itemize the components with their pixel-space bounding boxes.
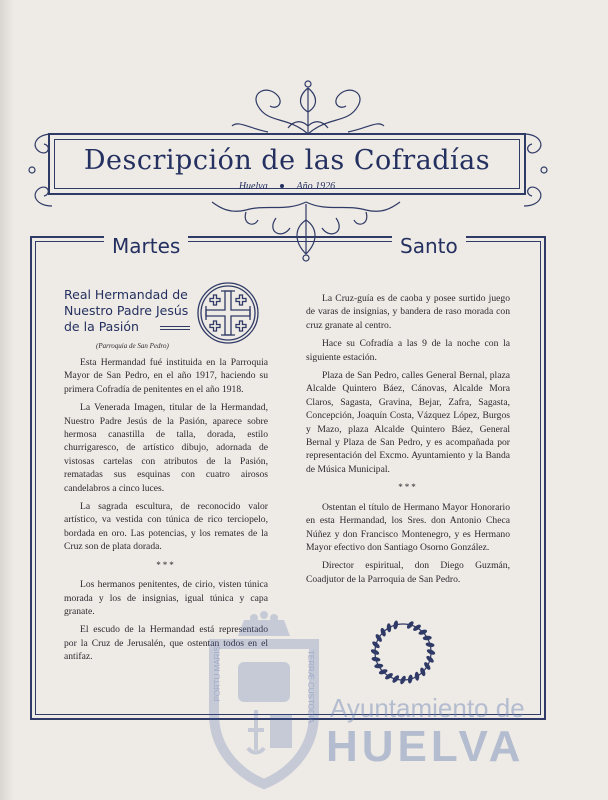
paragraph: Esta Hermandad fué instituida en la Parroquia Mayor de San Pedro, en el año 1917, haciendo su primera Cofradía de penitentes en el año 1918. (64, 357, 268, 395)
paragraph: La Cruz-guía es de caoba y posee surtido juego de varas de insignias, y bandera de raso morada con cruz granate al centro. (306, 293, 510, 331)
watermark-line-1: Ayuntamiento de (330, 693, 525, 723)
paragraph: La Venerada Imagen, titular de la Hermandad, Nuestro Padre Jesús de la Pasión, aparece sobre hermosa canastilla de talla, dorada, estilo churrigaresco, de artístico dibujo, adornada de vistosas cartelas con atributos de la Pasión, rematadas sus esquinas con cuatro airosos candelabros a cinco luces. (64, 402, 268, 494)
section-separator: *** (398, 482, 418, 493)
top-ornament-icon (228, 76, 388, 136)
day-heading-right: Santo (392, 234, 466, 258)
paragraph: Hace su Cofradía a las 9 de la noche con la siguiente estación. (306, 338, 510, 363)
title-rule (160, 326, 190, 330)
paragraph: Los hermanos penitentes, de cirio, visten túnica morada y los de insignias, igual túnica y capa granate. (64, 579, 268, 617)
paragraph: El escudo de la Hermandad está representado por la Cruz de Jerusalén, que ostentan todos en el antifaz. (64, 624, 268, 663)
day-heading-left: Martes (104, 234, 188, 258)
place-label: Huelva (238, 181, 268, 192)
watermark-motto-left: PORTU MARIS (213, 646, 222, 702)
bullet-separator (280, 184, 284, 188)
right-flourish-icon (514, 126, 554, 216)
title-banner (48, 133, 526, 195)
right-column (306, 292, 510, 591)
year-label: Año 1926 (296, 181, 336, 192)
paragraph: Director espiritual, don Diego Guzmán, Coadjutor de la Parroquia de San Pedro. (306, 560, 510, 585)
page-gutter-shadow (0, 0, 14, 800)
watermark-motto-right: TERRÆ CUSTODIA (306, 650, 315, 724)
jerusalem-cross-icon (196, 281, 260, 345)
watermark-line-2: HUELVA (326, 722, 525, 771)
page-title: Descripción de las Cofradías (83, 145, 491, 176)
title-subline (50, 181, 524, 192)
paragraph: Plaza de San Pedro, calles General Bernal, plaza Alcalde Quintero Báez, Cánovas, Alcalde Mora Claros, Sagasta, Gravina, Bejar, Zafra, Sagasta, Concepción, Joaquín Costa, Vázquez López, Burgos y Mazo, plaza Alcalde Quintero Báez, General Bernal y Plaza de San Pedro, y es acompañada por representación del Excmo. Ayuntamiento y la Banda de Música Municipal. (306, 370, 510, 475)
section-separator: *** (156, 559, 176, 570)
parish-label: (Parroquia de San Pedro) (96, 342, 169, 350)
paragraph: Ostentan el título de Hermano Mayor Honorario en esta Hermandad, los Sres. don Antonio Checa Núñez y don Francisco Montenegro, y es Hermano Mayor efectivo don Santiago Osorno González. (306, 501, 510, 553)
paragraph: La sagrada escultura, de reconocido valor artístico, va vestida con túnica de rico terciopelo, bordada en oro. Las potencias, y los remates de la Cruz son de plata dorada. (64, 501, 268, 553)
brotherhood-name: Real Hermandad de Nuestro Padre Jesús de la Pasión (64, 287, 189, 334)
left-flourish-icon (22, 126, 62, 216)
laurel-wreath-icon (368, 617, 438, 687)
